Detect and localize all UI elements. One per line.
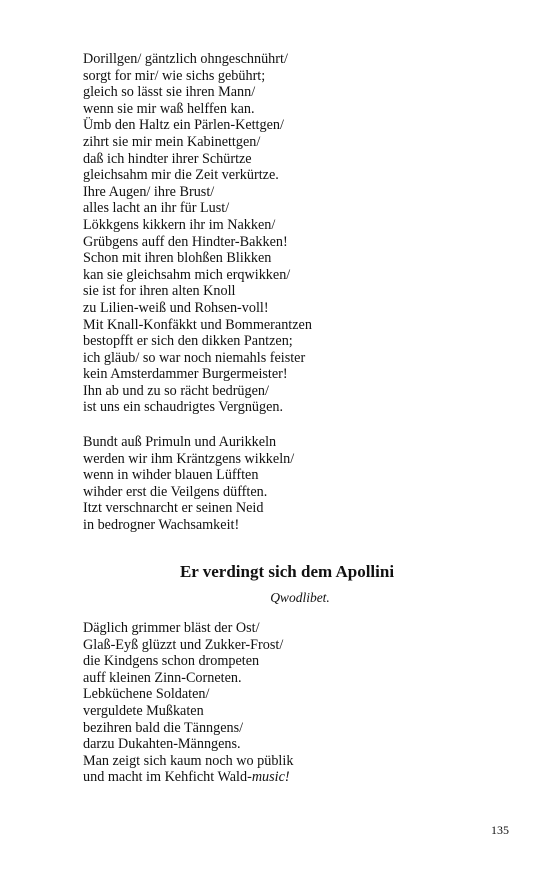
poem-line: Grübgens auff den Hindter-Bakken! — [83, 233, 288, 250]
page-number: 135 — [491, 823, 509, 837]
poem-line: Ihre Augen/ ihre Brust/ — [83, 183, 215, 200]
poem-line: darzu Dukahten-Männgens. — [83, 736, 241, 753]
poem-stanza-1 — [83, 51, 312, 416]
poem-line: wenn sie mir waß helffen kan. — [83, 100, 255, 117]
poem-line: daß ich hindter ihrer Schürtze — [83, 150, 252, 167]
poem-line: Ihn ab und zu so rächt bedrügen/ — [83, 382, 269, 399]
poem-line: sie ist for ihren alten Knoll — [83, 283, 236, 300]
poem-line-text: und macht im Kehficht Wald- — [83, 769, 252, 786]
poem-line: gleichsahm mir die Zeit verkürtze. — [83, 167, 279, 184]
poem-title: Er verdingt sich dem Apollini — [179, 562, 395, 581]
poem-stanza-2 — [83, 434, 294, 534]
poem-line: Däglich grimmer bläst der Ost/ — [83, 620, 260, 636]
poem-line: Mit Knall-Konfäkkt und Bommerantzen — [83, 316, 312, 333]
poem-line: die Kindgens schon drompeten — [83, 653, 260, 670]
poem-line: ist uns ein schaudrigtes Vergnügen. — [83, 399, 284, 416]
poem-stanza-3 — [83, 620, 293, 786]
poem-line: wenn in wihder blauen Lüfften — [83, 467, 259, 484]
poem-line: Dorillgen/ gäntzlich ohngeschnührt/ — [83, 51, 288, 67]
poem-line: auff kleinen Zinn-Corneten. — [83, 669, 242, 686]
poem-line: Glaß-Eyß glüzzt und Zukker-Frost/ — [83, 636, 284, 653]
poem-line-italic-word: music! — [251, 769, 290, 786]
poem-line: in bedrogner Wachsamkeit! — [83, 516, 240, 533]
poem-line: werden wir ihm Kräntzgens wikkeln/ — [83, 450, 295, 467]
poem-line: bezihren bald die Tänngens/ — [83, 719, 244, 736]
poem-line: Man zeigt sich kaum noch wo püblik — [83, 752, 294, 769]
poem-line: kein Amsterdammer Burgermeister! — [83, 366, 288, 383]
poem-line: Ümb den Haltz ein Pärlen-Kettgen/ — [83, 117, 284, 134]
poem-line: zu Lilien-weiß und Rohsen-voll! — [83, 299, 269, 316]
poem-line: bestopfft er sich den dikken Pantzen; — [83, 333, 293, 350]
poem-subtitle: Qwodlibet. — [270, 590, 330, 605]
poem-line: Itzt verschnarcht er seinen Neid — [83, 500, 264, 517]
poem-line: Bundt auß Primuln und Aurikkeln — [83, 434, 277, 450]
poem-line: wihder erst die Veilgens düfften. — [83, 483, 268, 500]
poem-line: ich gläub/ so war noch niemahls feister — [83, 349, 306, 366]
poem-line — [83, 769, 293, 786]
poem-line: Lökkgens kikkern ihr im Nakken/ — [83, 216, 276, 233]
poem-line: gleich so lässt sie ihren Mann/ — [83, 84, 256, 101]
poem-line: Lebküchene Soldaten/ — [83, 686, 210, 703]
poem-line: verguldete Mußkaten — [83, 702, 204, 719]
poem-line: alles lacht an ihr für Lust/ — [83, 200, 230, 217]
poem-line: sorgt for mir/ wie sichs gebührt; — [83, 67, 266, 84]
poem-line: zihrt sie mir mein Kabinettgen/ — [83, 133, 261, 150]
poem-line: kan sie gleichsahm mich erqwikken/ — [83, 266, 291, 283]
poem-line: Schon mit ihren blohßen Blikken — [83, 250, 272, 267]
